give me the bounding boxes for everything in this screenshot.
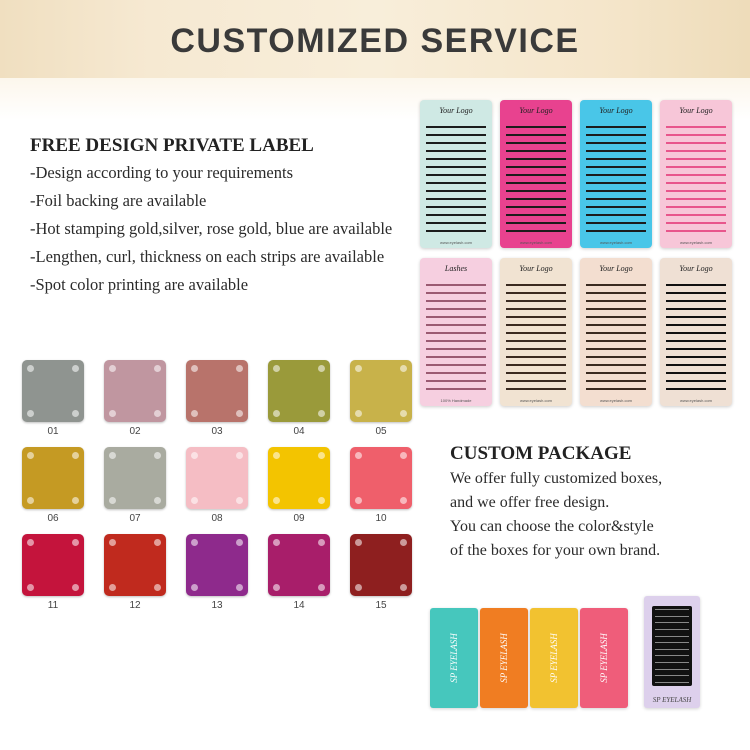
swatch-label: 09 <box>293 513 305 524</box>
custom-package-text <box>450 470 740 566</box>
swatch-cell <box>94 360 176 437</box>
swatch-cell <box>340 360 422 437</box>
custom-package-heading: CUSTOM PACKAGE <box>450 443 632 464</box>
color-chip <box>186 360 248 422</box>
lash-tray-gallery <box>420 100 740 416</box>
package-box <box>430 608 478 708</box>
package-box-label: SP EYELASH <box>549 633 559 683</box>
open-box-label: SP EYELASH <box>652 696 692 704</box>
color-chip <box>268 534 330 596</box>
tray-footer: www.eyelash.com <box>679 398 712 403</box>
lash-tray <box>660 258 732 406</box>
list-item: -Lengthen, curl, thickness on each strips are available <box>30 247 385 266</box>
swatch-label: 15 <box>375 600 387 611</box>
color-chip <box>104 360 166 422</box>
lash-tray <box>420 100 492 248</box>
swatch-label: 02 <box>129 426 141 437</box>
tray-row <box>420 100 740 248</box>
swatch-label: 01 <box>47 426 59 437</box>
tray-lash-lines <box>426 126 486 232</box>
swatch-row <box>12 447 422 524</box>
open-box-lash-lines <box>652 606 692 686</box>
package-box-label: SP EYELASH <box>499 633 509 683</box>
tray-footer: www.eyelash.com <box>439 240 472 245</box>
swatch-cell <box>176 447 258 524</box>
custom-package-line: You can choose the color&style <box>450 518 654 535</box>
lash-tray <box>660 100 732 248</box>
swatch-cell <box>340 534 422 611</box>
color-chip <box>350 447 412 509</box>
swatch-cell <box>94 534 176 611</box>
color-swatch-grid <box>12 360 422 621</box>
swatch-cell <box>176 534 258 611</box>
list-item: -Design according to your requirements <box>30 163 294 182</box>
package-box <box>480 608 528 708</box>
swatch-cell <box>12 534 94 611</box>
tray-lash-lines <box>666 126 726 232</box>
list-item: -Spot color printing are available <box>30 275 249 294</box>
package-box <box>580 608 628 708</box>
tray-logo: Your Logo <box>519 264 553 273</box>
swatch-row <box>12 534 422 611</box>
swatch-label: 08 <box>211 513 223 524</box>
swatch-cell <box>94 447 176 524</box>
tray-row <box>420 258 740 406</box>
swatch-label: 11 <box>47 600 59 611</box>
swatch-label: 03 <box>211 426 223 437</box>
package-box <box>530 608 578 708</box>
free-design-bullets <box>30 163 430 303</box>
swatch-label: 14 <box>293 600 305 611</box>
color-chip <box>22 447 84 509</box>
tray-lash-lines <box>586 284 646 390</box>
list-item: -Hot stamping gold,silver, rose gold, blue are available <box>30 219 393 238</box>
package-box-gallery <box>430 596 700 708</box>
swatch-cell <box>258 360 340 437</box>
tray-footer: 100% Handmade <box>440 398 472 403</box>
tray-footer: www.eyelash.com <box>599 398 632 403</box>
swatch-cell <box>12 447 94 524</box>
list-item: -Foil backing are available <box>30 191 207 210</box>
tray-logo: Your Logo <box>679 264 713 273</box>
tray-lash-lines <box>506 284 566 390</box>
package-box-label: SP EYELASH <box>599 633 609 683</box>
lash-tray <box>580 258 652 406</box>
package-box-label: SP EYELASH <box>449 633 459 683</box>
tray-logo: Lashes <box>444 264 468 273</box>
swatch-cell <box>258 534 340 611</box>
swatch-cell <box>258 447 340 524</box>
tray-logo: Your Logo <box>519 106 553 115</box>
tray-logo: Your Logo <box>439 106 473 115</box>
custom-package-line: We offer fully customized boxes, <box>450 470 663 487</box>
lash-tray <box>500 100 572 248</box>
tray-footer: www.eyelash.com <box>679 240 712 245</box>
color-chip <box>268 360 330 422</box>
color-chip <box>350 360 412 422</box>
swatch-label: 13 <box>211 600 223 611</box>
swatch-cell <box>176 360 258 437</box>
custom-package-line: of the boxes for your own brand. <box>450 542 661 559</box>
tray-footer: www.eyelash.com <box>519 398 552 403</box>
color-chip <box>104 534 166 596</box>
tray-lash-lines <box>666 284 726 390</box>
color-chip <box>268 447 330 509</box>
tray-logo: Your Logo <box>679 106 713 115</box>
color-chip <box>186 447 248 509</box>
swatch-label: 12 <box>129 600 141 611</box>
lash-tray <box>580 100 652 248</box>
tray-logo: Your Logo <box>599 264 633 273</box>
tray-lash-lines <box>426 284 486 390</box>
swatch-label: 10 <box>375 513 387 524</box>
tray-footer: www.eyelash.com <box>519 240 552 245</box>
swatch-label: 04 <box>293 426 305 437</box>
color-chip <box>22 360 84 422</box>
open-package-box <box>644 596 700 708</box>
custom-package-line: and we offer free design. <box>450 494 610 511</box>
free-design-heading: FREE DESIGN PRIVATE LABEL <box>30 135 314 156</box>
swatch-cell <box>340 447 422 524</box>
swatch-label: 05 <box>375 426 387 437</box>
color-chip <box>350 534 412 596</box>
swatch-cell <box>12 360 94 437</box>
color-chip <box>104 447 166 509</box>
lash-tray <box>420 258 492 406</box>
swatch-row <box>12 360 422 437</box>
tray-lash-lines <box>506 126 566 232</box>
swatch-label: 07 <box>129 513 141 524</box>
color-chip <box>22 534 84 596</box>
swatch-label: 06 <box>47 513 59 524</box>
color-chip <box>186 534 248 596</box>
page-title: CUSTOMIZED SERVICE <box>170 22 580 60</box>
tray-logo: Your Logo <box>599 106 633 115</box>
tray-footer: www.eyelash.com <box>599 240 632 245</box>
tray-lash-lines <box>586 126 646 232</box>
lash-tray <box>500 258 572 406</box>
